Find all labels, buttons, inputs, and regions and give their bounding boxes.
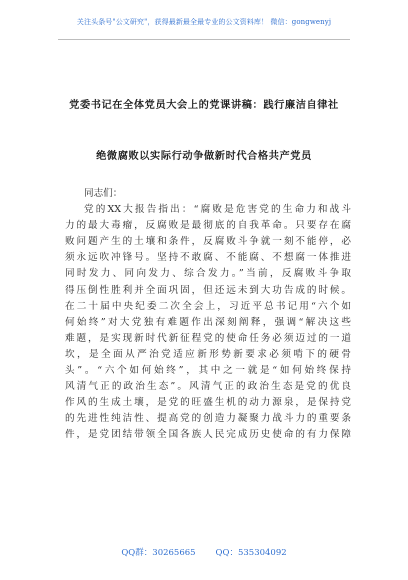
body-line: 的先进性纯洁性、提高党的创造力凝聚力战斗力的重要条 [65,413,351,425]
footer-qq-group: QQ群：30265665 [121,548,196,558]
body-line: 坎，是全面从严治党适应新形势新要求必须啃下的硬骨 [65,348,351,360]
footer-contact [0,546,408,558]
body-line: 败问题产生的土壤和条件，反腐败斗争就一刻不能停，必 [65,236,351,248]
body-line: 件，是党团结带领全国各族人民完成历史使命的有力保障 [65,429,351,441]
document-title-line-2: 绝微腐败以实际行动争做新时代合格共产党员 [96,150,312,162]
body-line: 同志们： [84,188,123,199]
body-line: 得压倒性胜利并全面巩固，但还远未到大功告成的时候。 [65,284,351,296]
body-line: 难题，是实现新时代新征程党的使命任务必须迈过的一道 [65,332,351,344]
body-line: 在二十届中央纪委二次全会上，习近平总书记用“六个如 [65,300,351,312]
body-text [65,186,351,444]
header-divider [58,39,350,40]
body-line: 力的最大毒瘤，反腐败是最彻底的自我革命。只要存在腐 [65,220,351,232]
document-title-line-1: 党委书记在全体党员大会上的党课讲稿：践行廉洁自律社 [69,99,339,111]
body-line: 何始终”对大党独有难题作出深刻阐释，强调“解决这些 [65,316,351,328]
footer-qq-number: QQ：535304092 [215,548,287,558]
body-line: 头”。“六个如何始终”，其中之一就是“如何始终保持 [65,365,351,377]
body-line: 同时发力、同向发力、综合发力。”当前，反腐败斗争取 [65,268,351,280]
body-line: 风清气正的政治生态”。风清气正的政治生态是党的优良 [65,381,351,393]
body-line: 党的XX大报告指出：“腐败是危害党的生命力和战斗 [84,204,351,216]
body-line: 作风的生成土壤，是党的旺盛生机的动力源泉，是保持党 [65,397,351,409]
header-promo-note: 关注头条号"公文研究"，获得最新最全最专业的公文资料库！ 微信：gongwenyj [76,18,332,26]
body-line: 须永远吹冲锋号。坚持不敢腐、不能腐、不想腐一体推进 [65,252,351,264]
